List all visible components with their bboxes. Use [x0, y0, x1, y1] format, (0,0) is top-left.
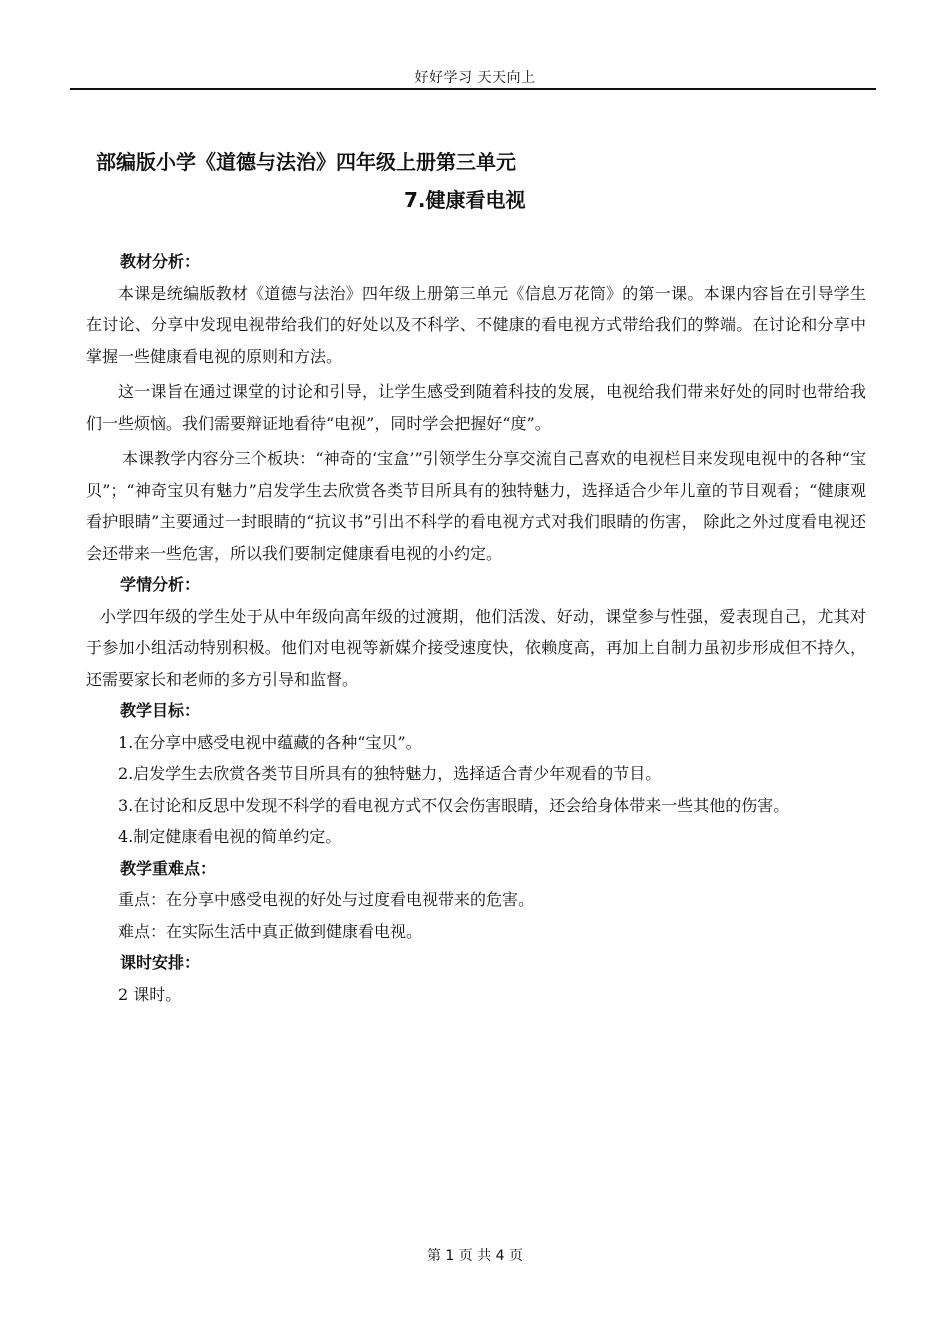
- page-footer: 第 1 页 共 4 页: [426, 1248, 524, 1264]
- schedule-text: 2 课时。: [118, 984, 182, 1004]
- paragraph: 本课是统编版教材《道德与法治》四年级上册第三单元《信息万花筒》的第一课。本课内容旨在引导学生在讨论、分享中发现电视带给我们的好处以及不科学、不健康的看电视方式带给我们的弊端。在讨论和分享中掌握一些健康看电视的原则和方法。: [86, 283, 866, 366]
- section-heading-key-points: 教学重难点：: [120, 858, 217, 878]
- header-divider: [70, 88, 876, 90]
- list-item: 2.启发学生去欣赏各类节目所具有的独特魅力，选择适合青少年观看的节目。: [118, 764, 662, 783]
- paragraph: 这一课旨在通过课堂的讨论和引导，让学生感受到随着科技的发展，电视给我们带来好处的同时也带给我们一些烦恼。我们需要辩证地看待“电视”，同时学会把握好“度”。: [86, 382, 866, 433]
- key-point-focus: 重点：在分享中感受电视的好处与过度看电视带来的危害。: [118, 890, 535, 909]
- list-item: 4.制定健康看电视的简单约定。: [118, 827, 342, 846]
- lesson-title: 7.健康看电视: [404, 188, 526, 212]
- list-item: 3.在讨论和反思中发现不科学的看电视方式不仅会伤害眼睛，还会给身体带来一些其他的伤害。: [118, 795, 790, 815]
- paragraph: 本课教学内容分三个板块：“神奇的‘宝盒’”引领学生分享交流自己喜欢的电视栏目来发现电视中的各种“宝贝”；“神奇宝贝有魅力”启发学生去欣赏各类节目所具有的独特魅力，选择适合少年儿童的节目观看；“健康观看护眼睛”主要通过一封眼睛的“抗议书”引出不科学的看电视方式对我们眼睛的伤害， 除此之外过度看电视还会还带来一些危害，所以我们要制定健康看电视的小约定。: [86, 449, 866, 563]
- paragraph: 小学四年级的学生处于从中年级向高年级的过渡期，他们活泼、好动，课堂参与性强，爱表现自己，尤其对于参加小组活动特别积极。他们对电视等新媒介接受速度快，依赖度高，再加上自制力虽初步形成但不持久，还需要家长和老师的多方引导和监督。: [86, 606, 866, 689]
- section-heading-schedule: 课时安排：: [120, 953, 201, 972]
- section-heading-student-analysis: 学情分析：: [120, 575, 201, 594]
- list-item: 1.在分享中感受电视中蕴藏的各种“宝贝”。: [118, 732, 422, 752]
- section-heading-textbook-analysis: 教材分析：: [120, 252, 201, 271]
- document-body: [86, 246, 866, 1010]
- page-header: 好好学习 天天向上: [414, 70, 536, 86]
- key-point-difficulty: 难点：在实际生活中真正做到健康看电视。: [118, 921, 423, 941]
- section-heading-objectives: 教学目标：: [120, 701, 201, 720]
- document-title: 部编版小学《道德与法治》四年级上册第三单元: [96, 150, 516, 174]
